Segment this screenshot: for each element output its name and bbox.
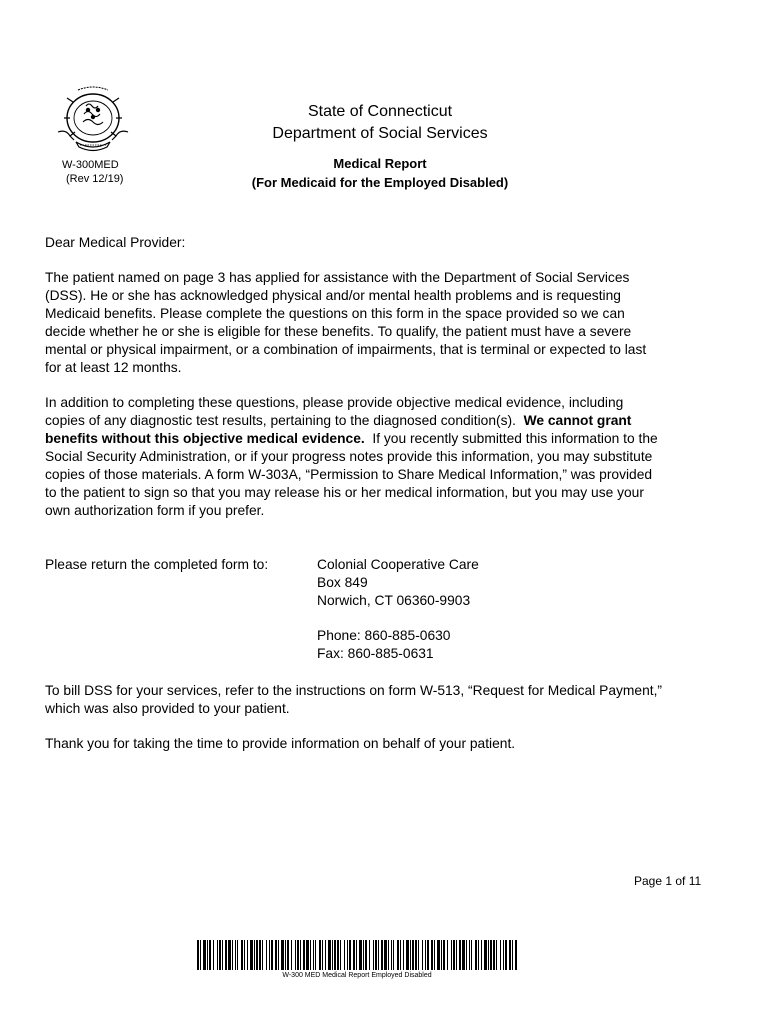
barcode-bar (332, 940, 333, 970)
barcode-bar (503, 940, 504, 970)
paragraph-line: to the patient to sign so that you may release his or her medical information, but you may use your (45, 485, 644, 500)
page-subtitle: (For Medicaid for the Employed Disabled) (251, 175, 509, 190)
barcode-bar (369, 940, 370, 970)
barcode-bar (425, 940, 426, 970)
return-label: Please return the completed form to: (45, 557, 269, 572)
barcode-bar (244, 940, 245, 970)
barcode-bar (388, 940, 389, 970)
barcode-bar (347, 940, 348, 970)
barcode-bar (209, 940, 211, 970)
barcode-bar (334, 940, 336, 970)
barcode-bar (400, 940, 401, 970)
state-name: State of Connecticut (307, 103, 453, 120)
return-phone: Phone: 860-885-0630 (317, 628, 451, 643)
barcode-bar (496, 940, 497, 970)
barcode-bar (493, 940, 495, 970)
barcode-bar (406, 940, 409, 970)
barcode-bar (254, 940, 255, 970)
barcode-bar (459, 940, 461, 970)
barcode-bar (259, 940, 261, 970)
paragraph-line: copies of those materials. A form W-303A, “Permission to Share Medical Information,” was provided (45, 467, 653, 482)
barcode-bar (281, 940, 284, 970)
barcode-bar (427, 940, 429, 970)
paragraph-line: To bill DSS for your services, refer to the instructions on form W-513, “Request for Medical Payment,” (45, 683, 663, 698)
barcode-label: W-300 MED Medical Report Employed Disabled (282, 972, 432, 979)
barcode-bar (310, 940, 311, 970)
paragraph-line: Social Security Administration, or if your progress notes provide this information, you may substitute (45, 449, 653, 464)
barcode-bar (207, 940, 208, 970)
barcode-bar (441, 940, 442, 970)
barcode-bar (481, 940, 482, 970)
evidence-text: copies of any diagnostic test results, pertaining to the diagnosed condition(s). (45, 413, 524, 428)
barcode-bar (431, 940, 433, 970)
barcode-bar (325, 940, 326, 970)
barcode-bar (269, 940, 270, 970)
barcode-bar (297, 940, 299, 970)
barcode-bar (315, 940, 316, 970)
return-address (317, 556, 479, 663)
salutation: Dear Medical Provider: (45, 235, 186, 250)
barcode-bar (365, 940, 367, 970)
barcode-bar (418, 940, 419, 970)
connecticut-state-seal-icon (50, 84, 136, 156)
barcode-bar (403, 940, 404, 970)
barcode-bar (484, 940, 487, 970)
form-number: W-300MED (62, 159, 119, 171)
barcode-bar (319, 940, 321, 970)
return-fax: Fax: 860-885-0631 (317, 646, 434, 661)
page-title: Medical Report (333, 156, 427, 171)
barcode-bar (328, 940, 331, 970)
barcode-bar (469, 940, 470, 970)
barcode-bar (471, 940, 472, 970)
barcode-bar (437, 940, 440, 970)
barcode-bar (203, 940, 206, 970)
barcode-bar (353, 940, 355, 970)
barcode-bar (349, 940, 351, 970)
paragraph-line: (DSS). He or she has acknowledged physical and/or mental health problems and is requesting (45, 288, 621, 303)
barcode-bar (235, 940, 236, 970)
barcode-bar (512, 940, 513, 970)
barcode-bar (410, 940, 411, 970)
barcode-bar (303, 940, 305, 970)
barcode-bar (344, 940, 345, 970)
barcode-bar (287, 940, 289, 970)
barcode-bar (393, 940, 394, 970)
barcode-bar (443, 940, 445, 970)
closing-thanks: Thank you for taking the time to provide information on behalf of your patient. (45, 736, 516, 751)
barcode-bar (466, 940, 467, 970)
barcode-bar (285, 940, 286, 970)
barcode-bar (451, 940, 452, 970)
paragraph-line: In addition to completing these questions, please provide objective medical evidence, including (45, 395, 624, 410)
barcode-bar (225, 940, 227, 970)
barcode-bar (340, 940, 341, 970)
barcode-bar (415, 940, 417, 970)
barcode-bar (363, 940, 364, 970)
barcode-bar (375, 940, 377, 970)
barcode-bar (266, 940, 267, 970)
barcode-bar (378, 940, 379, 970)
paragraph-eligibility (45, 269, 725, 377)
paragraph-line: mental or physical impairment, or a combination of impairments, that is terminal or expected to last (45, 342, 647, 357)
barcode-bar (515, 940, 517, 970)
paragraph-evidence (45, 394, 725, 520)
barcode-bar (359, 940, 362, 970)
return-po-box: Box 849 (317, 575, 368, 590)
barcode-bar (505, 940, 507, 970)
barcode-bar (422, 940, 423, 970)
barcode-bar (219, 940, 221, 970)
barcode-bar (275, 940, 277, 970)
barcode-bar (278, 940, 279, 970)
form-identifier (62, 158, 123, 186)
barcode-bar (356, 940, 357, 970)
paragraph-line: for at least 12 months. (45, 360, 182, 375)
department-name: Department of Social Services (272, 125, 488, 142)
barcode-bar (222, 940, 223, 970)
barcode-bar (500, 940, 501, 970)
barcode-bar (381, 940, 383, 970)
barcode-bar (213, 940, 214, 970)
barcode-icon (197, 940, 517, 970)
paragraph-line: which was also provided to your patient. (45, 701, 290, 716)
barcode-bar (391, 940, 392, 970)
barcode-bar (306, 940, 309, 970)
return-city: Norwich, CT 06360-9903 (317, 593, 471, 608)
barcode-bar (291, 940, 292, 970)
barcode-bar (262, 940, 263, 970)
barcode-bar (232, 940, 233, 970)
barcode-bar (488, 940, 489, 970)
barcode-bar (295, 940, 296, 970)
paragraph-line: decide whether he or she is eligible for these benefits. To qualify, the patient must have a severe (45, 324, 632, 339)
paragraph-line: own authorization form if you prefer. (45, 503, 265, 518)
barcode-bar (322, 940, 323, 970)
barcode-bar (247, 940, 248, 970)
barcode-bar (337, 940, 339, 970)
page-number: Page 1 of 11 (634, 874, 702, 888)
evidence-warning-bold: We cannot grant (523, 413, 632, 428)
paragraph-line (45, 430, 725, 448)
barcode-bar (250, 940, 253, 970)
barcode-bar (300, 940, 301, 970)
barcode-bar (200, 940, 201, 970)
evidence-warning-bold: benefits without this objective medical evidence. (45, 431, 365, 446)
barcode-bar (478, 940, 479, 970)
barcode-bar (217, 940, 218, 970)
form-revision: (Rev 12/19) (66, 173, 124, 185)
barcode-bar (373, 940, 374, 970)
barcode-bar (384, 940, 387, 970)
barcode-bar (462, 940, 465, 970)
barcode-bar (237, 940, 238, 970)
barcode-bar (509, 940, 511, 970)
paragraph-line (45, 412, 725, 430)
barcode-bar (456, 940, 457, 970)
paragraph-line: Medicaid benefits. Please complete the questions on this form in the space provided so we can (45, 306, 625, 321)
evidence-text: If you recently submitted this information to the (364, 431, 658, 446)
barcode-bar (490, 940, 492, 970)
barcode-bar (313, 940, 314, 970)
barcode-bar (475, 940, 477, 970)
barcode-bar (453, 940, 455, 970)
barcode-bar (397, 940, 399, 970)
barcode-bar (241, 940, 243, 970)
barcode-bar (434, 940, 435, 970)
barcode-bar (447, 940, 448, 970)
barcode-bar (271, 940, 273, 970)
paragraph-line: The patient named on page 3 has applied for assistance with the Department of Social Services (45, 270, 630, 285)
barcode-bar (228, 940, 231, 970)
barcode-bar (197, 940, 199, 970)
return-org-name: Colonial Cooperative Care (317, 557, 479, 572)
barcode-bar (412, 940, 414, 970)
paragraph-billing (45, 682, 725, 718)
barcode-bar (256, 940, 258, 970)
